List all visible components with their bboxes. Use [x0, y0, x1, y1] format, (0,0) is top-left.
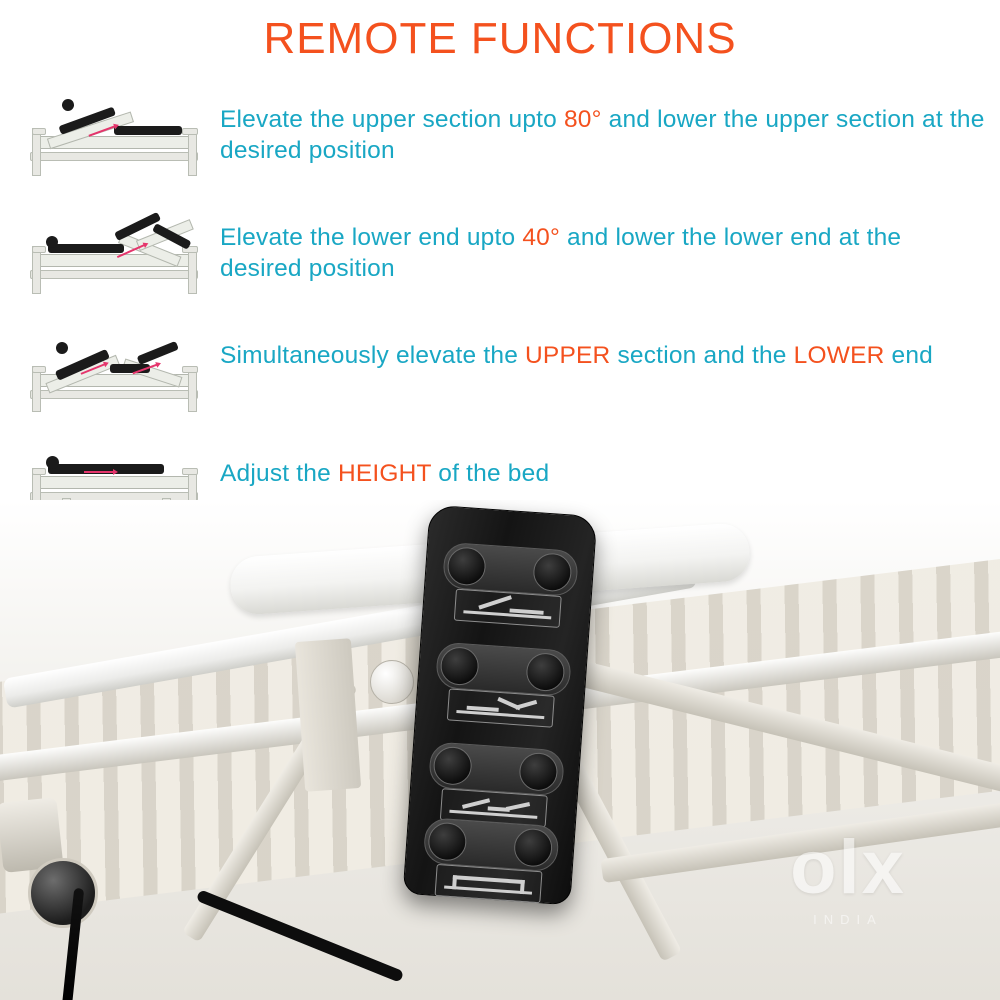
feature-text: Simultaneously elevate the UPPER section and the LOWER end [220, 342, 933, 369]
list-item [14, 200, 986, 304]
feature-text: Elevate the lower end upto 40° and lower the lower end at the desired position [220, 224, 902, 283]
bed-remote-control[interactable] [403, 505, 598, 906]
product-photo [0, 500, 1000, 1000]
adjustment-knob[interactable] [370, 660, 414, 704]
combined-button[interactable] [426, 741, 563, 828]
watermark [748, 825, 948, 940]
bed-caster-wheel [28, 858, 98, 928]
legrest-button[interactable] [433, 642, 570, 729]
bed-both-raised-icon [14, 318, 206, 422]
page-title: REMOTE FUNCTIONS [263, 14, 737, 63]
list-item [14, 318, 986, 422]
backrest-button[interactable] [440, 542, 577, 629]
bed-backrest-raised-icon [14, 82, 206, 186]
bed-legrest-raised-icon [14, 200, 206, 304]
watermark-brand: olx [790, 825, 906, 910]
feature-list [14, 82, 986, 554]
feature-text: Adjust the HEIGHT of the bed [220, 460, 550, 487]
watermark-region: INDIA [813, 912, 883, 927]
list-item [14, 82, 986, 186]
height-button[interactable] [421, 817, 558, 904]
bed-rail-post [295, 638, 361, 792]
feature-text: Elevate the upper section upto 80° and lower the upper section at the desired position [220, 106, 985, 165]
